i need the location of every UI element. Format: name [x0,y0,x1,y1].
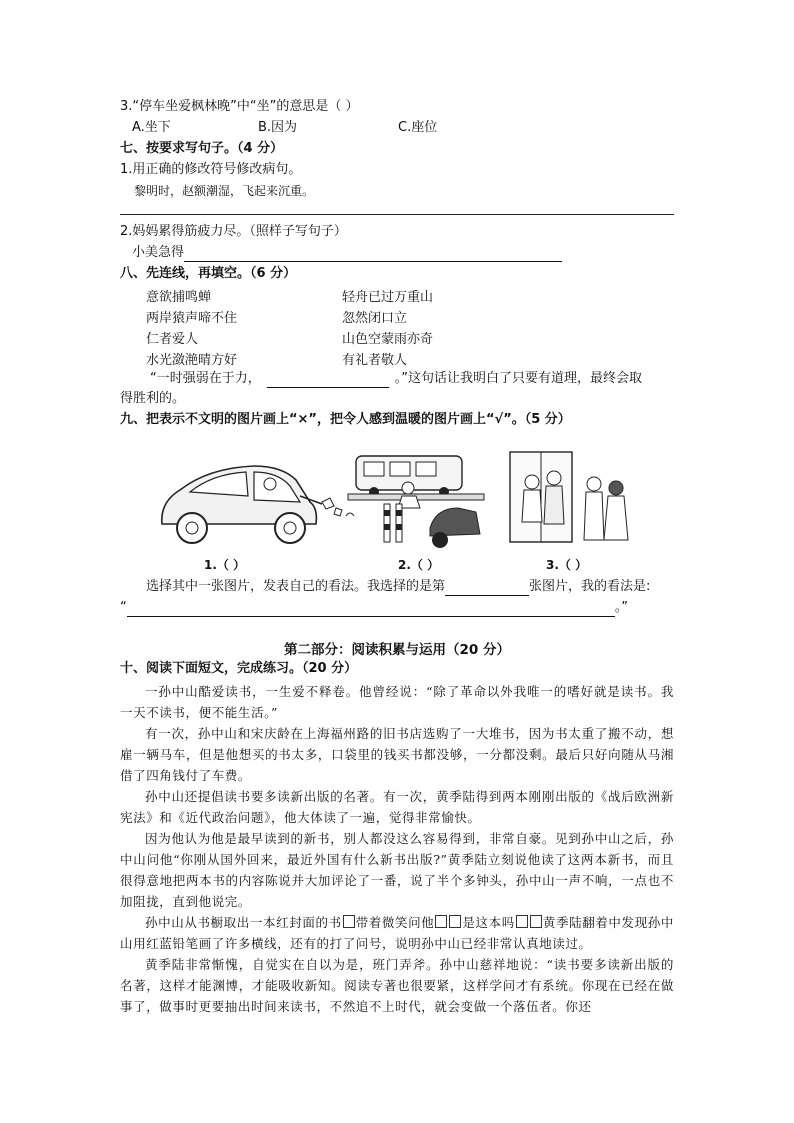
match-left-2[interactable]: 两岸猿声啼不住 [146,311,238,326]
q3-option-c: C.座位 [398,120,438,135]
reading-paragraph-2: 有一次，孙中山和宋庆龄在上海福州路的旧书店选购了一大堆书，因为书太重了搬不动，想雇一辆马车，但是他想买的书太多，口袋里的钱买书都没够，一分都没剩。最后只好向随从马湘借了四角钱付了车费。 [120,726,674,783]
answer-line [120,214,674,215]
picture-3-elevator-people [506,448,636,552]
close-quote: 。” [614,600,628,615]
answer-blank[interactable] [184,247,562,262]
section10-heading: 十、阅读下面短文，完成练习。（20 分） [120,661,358,676]
part2-title: 第二部分：阅读积累与运用（20 分） [284,642,510,658]
paragraph-5-part-d: 黄季陆翻着中发现孙中山用红蓝铅笔画了许多横线，还有的打了问号，说明孙中山已经非常认真地读过。 [120,915,674,951]
q3-option-a: A.坐下 [132,120,171,135]
section9-opinion [120,599,628,617]
section9-choose-prefix: 选择其中一张图片，发表自己的看法。我选择的是第 [146,579,446,594]
open-quote: “ [120,600,127,615]
paragraph-5-part-a: 孙中山从书橱取出一本红封面的书 [145,915,342,930]
section7-heading: 七、按要求写句子。（4 分） [120,141,284,156]
section9-heading: 九、把表示不文明的图片画上“×”，把令人感到温暖的图片画上“√”。（5 分） [120,412,571,427]
section7-item1: 1.用正确的修改符号修改病句。 [120,162,302,177]
punctuation-box[interactable] [449,915,461,928]
punctuation-box[interactable] [343,915,355,928]
punctuation-box[interactable] [435,915,447,928]
section8-fill [150,370,642,388]
q3-option-b: B.因为 [258,120,298,135]
paragraph-5-part-c: 是这本吗 [462,915,515,930]
match-left-1[interactable]: 意欲捕鸣蝉 [146,290,212,305]
section8-fill-prefix: “一时强弱在于力， [150,371,261,386]
reading-paragraph-3: 孙中山还提倡读书要多读新出版的名著。有一次，黄季陆得到两本刚刚出版的《战后欧洲新宪法》和《近代政治问题》，他大体读了一遍，觉得非常愉快。 [120,789,674,825]
reading-paragraph-4: 因为他认为他是最早读到的新书，别人都没这么容易得到，非常自豪。见到孙中山之后，孙中山问他“你刚从国外回来，最近外国有什么新书出版?”黄季陆立刻说他读了这两本新书，而且很得意地把两本书的内容陈说并大加评论了一番，说了半个多钟头，孙中山一声不响，一点也不加阻拢，直到他说完。 [120,831,674,909]
answer-blank[interactable] [267,373,389,388]
punctuation-box[interactable] [530,915,542,928]
match-left-4[interactable]: 水光潋滟晴方好 [146,353,238,368]
section7-item2-prefix: 小美急得 [132,245,185,260]
match-right-2[interactable]: 忽然闭口立 [342,311,408,326]
match-left-3[interactable]: 仁者爱人 [146,332,199,347]
punctuation-box[interactable] [516,915,528,928]
q3-stem: 3.“停车坐爱枫林晚”中“坐”的意思是（ ） [120,99,359,114]
answer-blank[interactable] [445,581,529,596]
section8-fill-suffix: 。”这句话让我明白了只要有道理，最终会取 [394,371,642,386]
picture-1-car-littering [150,446,360,556]
answer-blank[interactable] [127,602,615,617]
picture-2-street-scene [346,448,486,552]
section7-item2-answer [132,244,562,262]
reading-paragraph-6: 黄季陆非常惭愧，自觉实在自以为是，班门弄斧。孙中山慈祥地说：“读书要多读新出版的名著，这样才能渊博，才能吸收新知。阅读专著也很要紧，这样学问才有系统。你现在已经在做事了，做事时更要抽出时间来读书，不然追不上时代，就会变做一个落伍者。你还 [120,957,674,1014]
section7-item1-sentence: 黎明时，赵额潮湿，飞起来沉重。 [134,184,315,198]
paragraph-5-part-b: 带着微笑问他 [355,915,435,930]
section9-choose-suffix: 张图片，我的看法是: [529,579,651,594]
picture-1-caption[interactable]: 1.（ ） [204,558,246,572]
section8-heading: 八、先连线，再填空。（6 分） [120,266,297,281]
reading-paragraph-1: 一孙中山酷爱读书，一生爱不释卷。他曾经说：“除了革命以外我唯一的嗜好就是读书。我一天不读书，便不能生活。” [120,684,674,720]
section8-fill-line2: 得胜利的。 [120,391,186,406]
reading-paragraph-5 [120,912,674,954]
picture-3-caption[interactable]: 3.（ ） [546,558,588,572]
match-right-3[interactable]: 山色空蒙雨亦奇 [342,332,434,347]
section7-item2: 2.妈妈累得筋疲力尽。（照样子写句子） [120,224,347,239]
match-right-1[interactable]: 轻舟已过万重山 [342,290,434,305]
picture-2-caption[interactable]: 2.（ ） [398,558,440,572]
section9-choose [146,578,650,596]
match-right-4[interactable]: 有礼者敬人 [342,353,408,368]
